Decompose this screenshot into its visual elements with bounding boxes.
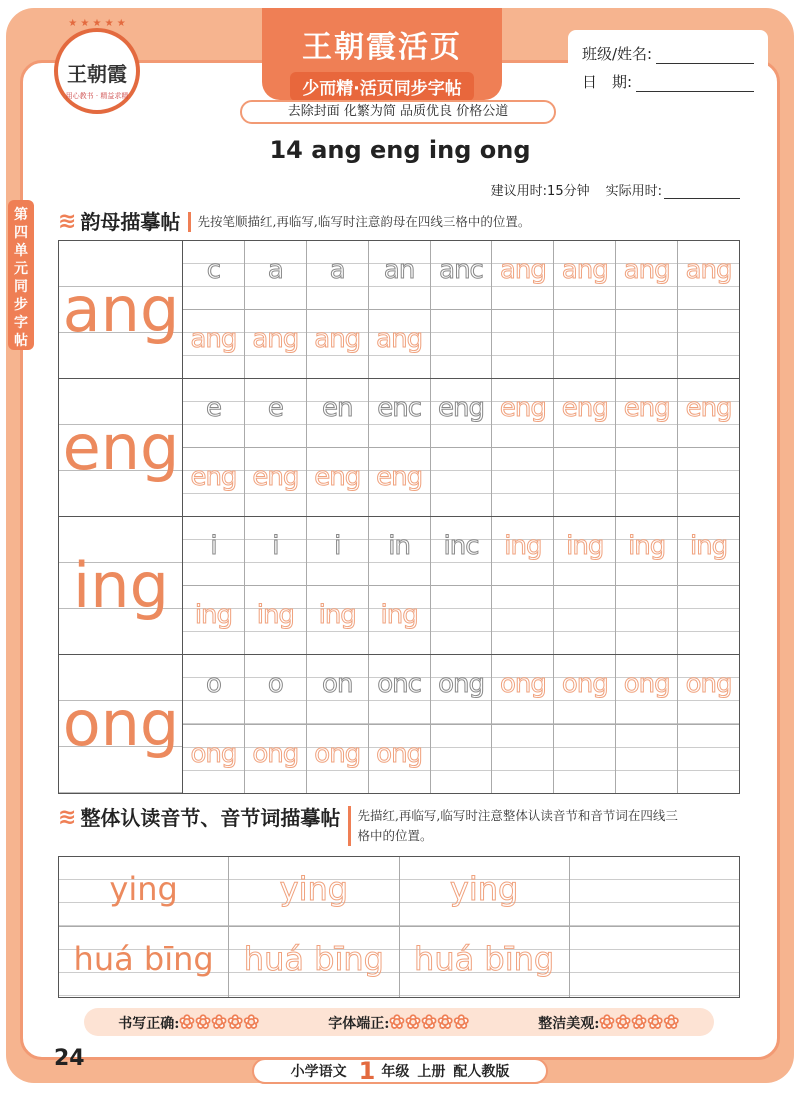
practice-cell[interactable] (183, 379, 245, 447)
lesson-title: 14 ang eng ing ong (269, 136, 531, 164)
syllable-text: huá bīng (243, 940, 384, 978)
trace-text: i (210, 531, 217, 561)
syllable-text: ying (279, 870, 349, 908)
practice-cell[interactable] (616, 517, 678, 585)
trace-text: eng (561, 393, 608, 423)
practice-cell[interactable] (369, 586, 431, 654)
practice-cell[interactable] (245, 725, 307, 794)
time-actual-label: 实际用时: (605, 184, 662, 199)
practice-cell[interactable] (492, 517, 554, 585)
star-icons: ★ ★ ★ ★ ★ (68, 18, 126, 29)
practice-cell[interactable] (678, 448, 739, 516)
section2-header (58, 806, 678, 846)
top-banner (262, 8, 502, 100)
trace-text: enc (377, 393, 421, 423)
trace-text: ong (499, 669, 546, 699)
rating-clean (538, 1012, 680, 1033)
section2-note: 先描红,再临写,临写时注意整体认读音节和音节词在四线三格中的位置。 (348, 806, 678, 846)
practice-grid (58, 240, 740, 794)
syllable-cell[interactable] (229, 857, 399, 926)
logo-text: 王朝霞 (67, 62, 127, 86)
practice-cell[interactable] (678, 517, 739, 585)
trace-text: inc (443, 531, 479, 561)
syllable-cell[interactable] (400, 857, 570, 926)
rating-correct (118, 1012, 260, 1033)
practice-cell[interactable] (369, 379, 431, 447)
practice-row (183, 725, 739, 794)
practice-cell[interactable] (554, 448, 616, 516)
practice-cell[interactable] (492, 379, 554, 447)
trace-text: ang (376, 324, 423, 354)
practice-cell[interactable] (245, 517, 307, 585)
trace-text: ong (623, 669, 670, 699)
model-cell (59, 517, 183, 654)
syllable-cell[interactable] (570, 927, 739, 997)
trace-text: ing (566, 531, 604, 561)
practice-row (183, 517, 739, 586)
practice-cell[interactable] (492, 310, 554, 378)
trace-text: eng (438, 393, 484, 423)
practice-block-eng (59, 379, 739, 517)
trace-text: en (321, 393, 353, 423)
practice-row (183, 586, 739, 654)
date-row (582, 64, 754, 92)
syllable-cell[interactable] (59, 857, 229, 926)
practice-cell[interactable] (183, 725, 245, 794)
practice-cell[interactable] (678, 379, 739, 447)
practice-cell[interactable] (245, 310, 307, 378)
class-name-label: 班级/姓名: (582, 45, 653, 63)
practice-block-ong (59, 655, 739, 793)
syllable-grid (58, 856, 740, 998)
trace-text: ong (685, 669, 732, 699)
practice-row (183, 310, 739, 378)
flower-icons[interactable]: ✿✿✿✿✿ (389, 1011, 470, 1033)
trace-text: o (205, 669, 221, 699)
syllable-cell[interactable] (570, 857, 739, 926)
practice-cell[interactable] (554, 725, 616, 794)
trace-text: anc (439, 255, 483, 285)
practice-row (183, 241, 739, 310)
trace-text: o (267, 669, 283, 699)
practice-cell[interactable] (245, 586, 307, 654)
practice-cell[interactable] (431, 241, 493, 309)
practice-cell[interactable] (431, 586, 493, 654)
practice-row (183, 655, 739, 725)
trace-text: eng (190, 462, 237, 492)
practice-cell[interactable] (183, 586, 245, 654)
trace-text: in (388, 531, 410, 561)
trace-text: ing (380, 600, 418, 630)
practice-cell[interactable] (307, 310, 369, 378)
practice-cell[interactable] (431, 379, 493, 447)
practice-cell[interactable] (307, 586, 369, 654)
syllable-text: huá bīng (414, 940, 555, 978)
trace-text: ing (256, 600, 294, 630)
practice-cell[interactable] (369, 448, 431, 516)
brand-logo (54, 18, 140, 114)
trace-text: eng (623, 393, 670, 423)
practice-cell[interactable] (678, 586, 739, 654)
practice-cell[interactable] (678, 241, 739, 309)
page-number: 24 (54, 1046, 85, 1071)
practice-cell[interactable] (616, 586, 678, 654)
model-letter: ong (62, 687, 180, 760)
trace-text: i (334, 531, 341, 561)
practice-cell[interactable] (307, 379, 369, 447)
section1-title: 韵母描摹帖 (80, 210, 181, 234)
rating-bar (84, 1008, 714, 1036)
model-cell (59, 379, 183, 516)
practice-cell[interactable] (616, 241, 678, 309)
practice-cell[interactable] (554, 310, 616, 378)
trace-text: ang (314, 324, 361, 354)
syllable-row (59, 927, 739, 997)
syllable-text: ying (109, 870, 178, 908)
trace-text: c (206, 255, 221, 285)
time-suggest: 建议用时:15分钟 (490, 184, 590, 199)
wave-icon: ≋ (58, 805, 77, 830)
trace-text: e (205, 393, 221, 423)
footer-volume: 上册 (417, 1064, 446, 1080)
trace-text: ong (314, 738, 361, 769)
student-info-box (568, 30, 768, 100)
trace-text: ang (623, 255, 670, 285)
trace-text: i (272, 531, 279, 561)
trace-text: eng (376, 462, 423, 492)
syllable-cell[interactable] (59, 927, 229, 997)
trace-text: eng (685, 393, 732, 423)
trace-text: eng (314, 462, 361, 492)
practice-cell[interactable] (369, 241, 431, 309)
trace-text: ang (252, 324, 299, 354)
practice-cell[interactable] (245, 379, 307, 447)
practice-cell[interactable] (492, 725, 554, 794)
practice-cell[interactable] (616, 310, 678, 378)
time-line (491, 180, 740, 199)
brand-subtitle: 少而精·活页同步字帖 (290, 72, 473, 101)
practice-cell[interactable] (616, 725, 678, 794)
practice-cell[interactable] (183, 310, 245, 378)
practice-cell[interactable] (431, 448, 493, 516)
trace-text: on (322, 669, 353, 699)
class-name-row (582, 36, 754, 64)
trace-text: an (383, 255, 415, 285)
model-cell (59, 655, 183, 793)
trace-text: ang (190, 324, 237, 354)
trace-text: ong (438, 669, 484, 699)
practice-cell[interactable] (183, 448, 245, 516)
trace-text: e (267, 393, 283, 423)
practice-cell[interactable] (616, 448, 678, 516)
practice-cell[interactable] (431, 517, 493, 585)
practice-cell[interactable] (678, 310, 739, 378)
rating-neat-label: 字体端正: (328, 1015, 390, 1032)
model-letter: ang (62, 273, 180, 346)
footer-grade-num: 1 (358, 1057, 376, 1085)
slogan: 去除封面 化繁为简 品质优良 价格公道 (240, 100, 556, 124)
trace-text: ang (685, 255, 732, 285)
model-cell (59, 241, 183, 378)
trace-text: ing (689, 531, 728, 561)
time-actual-blank[interactable] (664, 185, 740, 199)
practice-cell[interactable] (183, 241, 245, 309)
practice-block-ang (59, 241, 739, 379)
flower-icons[interactable]: ✿✿✿✿✿ (599, 1011, 680, 1033)
trace-text: eng (499, 393, 546, 423)
section1-note: 先按笔顺描红,再临写,临写时注意韵母在四线三格中的位置。 (188, 212, 530, 232)
practice-cell[interactable] (492, 448, 554, 516)
footer-edition: 配人教版 (453, 1064, 510, 1080)
trace-text: ong (376, 738, 423, 769)
practice-cell[interactable] (616, 379, 678, 447)
unit-side-tab: 第四单元同步字帖 (8, 200, 34, 350)
trace-text: ing (318, 600, 356, 630)
practice-row (183, 379, 739, 448)
practice-cell[interactable] (554, 517, 616, 585)
practice-cell[interactable] (369, 310, 431, 378)
rating-correct-label: 书写正确: (118, 1015, 180, 1032)
model-letter: ing (73, 549, 169, 622)
rating-neat (328, 1012, 470, 1033)
class-name-blank[interactable] (656, 48, 754, 64)
trace-text: ang (561, 255, 608, 285)
practice-cell[interactable] (245, 448, 307, 516)
trace-text: ang (499, 255, 546, 285)
practice-cell[interactable] (492, 586, 554, 654)
practice-cell[interactable] (369, 655, 431, 724)
practice-cell[interactable] (369, 517, 431, 585)
brand-title: 王朝霞活页 (302, 30, 462, 65)
practice-cell[interactable] (307, 241, 369, 309)
footer-label (252, 1058, 548, 1084)
practice-cell[interactable] (492, 241, 554, 309)
practice-cell[interactable] (369, 725, 431, 794)
flower-icons[interactable]: ✿✿✿✿✿ (179, 1011, 260, 1033)
practice-cell[interactable] (307, 448, 369, 516)
trace-text: ing (628, 531, 666, 561)
practice-cell[interactable] (616, 655, 678, 724)
practice-cell[interactable] (492, 655, 554, 724)
trace-text: a (329, 255, 345, 285)
syllable-cell[interactable] (229, 927, 399, 997)
footer-grade: 年级 (381, 1064, 410, 1080)
trace-text: ong (190, 738, 237, 769)
trace-text: eng (252, 462, 299, 492)
syllable-text: ying (449, 870, 519, 908)
section1-header (58, 210, 530, 234)
trace-text: onc (377, 669, 421, 699)
practice-cell[interactable] (245, 241, 307, 309)
practice-cell[interactable] (307, 517, 369, 585)
practice-cell[interactable] (431, 310, 493, 378)
practice-cell[interactable] (183, 517, 245, 585)
practice-cell[interactable] (307, 725, 369, 794)
syllable-cell[interactable] (400, 927, 570, 997)
practice-cell[interactable] (678, 725, 739, 794)
practice-cell[interactable] (554, 655, 616, 724)
trace-text: ing (194, 600, 233, 630)
syllable-row (59, 857, 739, 927)
practice-cell[interactable] (431, 725, 493, 794)
practice-cell[interactable] (554, 586, 616, 654)
practice-cell[interactable] (554, 379, 616, 447)
model-letter: eng (62, 411, 180, 484)
trace-text: ong (561, 669, 608, 699)
practice-cell[interactable] (307, 655, 369, 724)
trace-text: ong (252, 738, 299, 769)
trace-text: a (267, 255, 283, 285)
logo-small-text: 用心教书 · 精益求精 (65, 92, 129, 100)
practice-cell[interactable] (431, 655, 493, 724)
section2-title: 整体认读音节、音节词描摹帖 (80, 806, 341, 830)
trace-text: ing (504, 531, 542, 561)
practice-cell[interactable] (183, 655, 245, 724)
date-label: 日 期: (582, 73, 633, 91)
practice-cell[interactable] (554, 241, 616, 309)
syllable-text: huá bīng (73, 940, 214, 978)
practice-row (183, 448, 739, 516)
practice-block-ing (59, 517, 739, 655)
practice-cell[interactable] (245, 655, 307, 724)
footer-subject: 小学语文 (290, 1064, 347, 1080)
wave-icon: ≋ (58, 209, 77, 234)
practice-cell[interactable] (678, 655, 739, 724)
date-blank[interactable] (636, 76, 754, 92)
rating-clean-label: 整洁美观: (538, 1015, 600, 1032)
